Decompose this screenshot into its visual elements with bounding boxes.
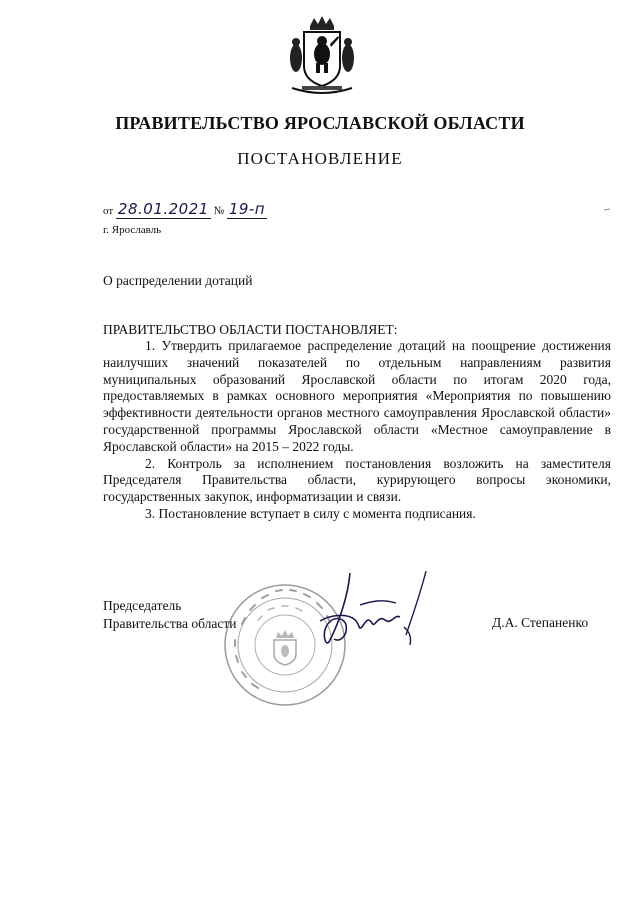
number-prefix: № bbox=[213, 205, 225, 217]
resolves-heading: ПРАВИТЕЛЬСТВО ОБЛАСТИ ПОСТАНОВЛЯЕТ: bbox=[103, 322, 398, 337]
handwritten-signature bbox=[300, 565, 450, 665]
city: г. Ярославль bbox=[103, 224, 162, 236]
coat-of-arms-emblem bbox=[286, 14, 358, 98]
signatory-position bbox=[103, 597, 236, 633]
paragraph-2: 2. Контроль за исполнением постановления возложить на заместителя Председателя Правительства области, курирующего вопросы экономики, государственных закупок, информатизации и связи. bbox=[103, 455, 611, 505]
document-subject: О распределении дотаций bbox=[103, 273, 253, 288]
scan-artifact bbox=[604, 208, 610, 211]
government-title: ПРАВИТЕЛЬСТВО ЯРОСЛАВСКОЙ ОБЛАСТИ bbox=[115, 113, 525, 133]
document-body bbox=[103, 338, 611, 523]
paragraph-1: 1. Утвердить прилагаемое распределение дотаций на поощрение достижения наилучших значений показателей по отдельным направлениям развития муниципальных образований Ярославской области по итогам 2020 года, предоставляемых в рамках основного мероприятия «Мероприятия по повышению эффективности деятельности органов местного самоуправления Ярославской области» государственной программы Ярославской области «Местное самоуправление в Ярославской области» на 2015 – 2022 годы. bbox=[103, 338, 611, 454]
document-type: ПОСТАНОВЛЕНИЕ bbox=[237, 149, 403, 168]
document-number: 19-п bbox=[228, 200, 266, 218]
signatory-position-line1: Председатель bbox=[103, 598, 182, 613]
document-date: 28.01.2021 bbox=[117, 200, 209, 218]
date-number-line bbox=[103, 200, 267, 219]
signatory-position-line2: Правительства области bbox=[103, 616, 237, 631]
signatory-name: Д.А. Степаненко bbox=[492, 615, 589, 630]
paragraph-3: 3. Постановление вступает в силу с момента подписания. bbox=[145, 505, 476, 521]
date-prefix: от bbox=[103, 205, 114, 217]
